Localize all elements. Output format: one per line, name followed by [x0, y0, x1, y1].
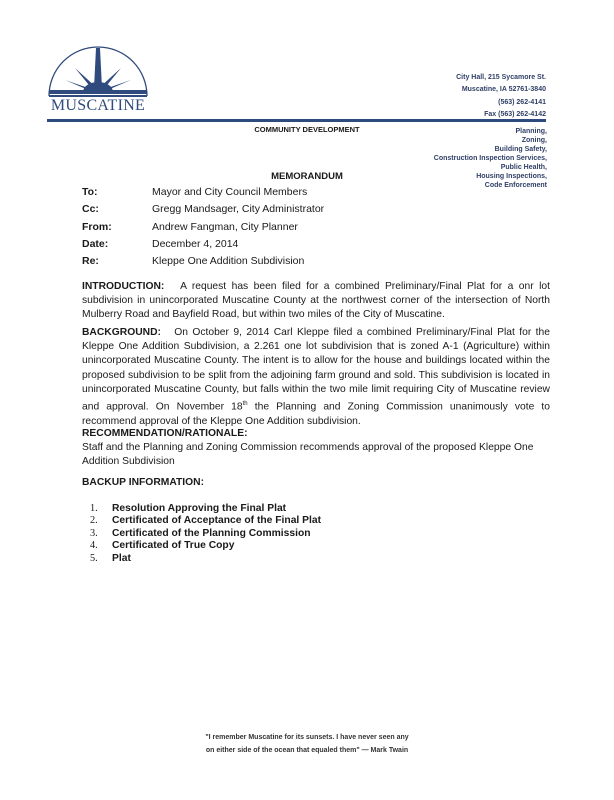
backup-list — [90, 503, 321, 565]
backup-heading — [82, 476, 550, 490]
field-value: December 4, 2014 — [152, 237, 239, 250]
field-value: Gregg Mandsager, City Administrator — [152, 203, 325, 216]
service-item: Code Enforcement — [484, 182, 547, 189]
service-item: Zoning, — [521, 137, 547, 144]
header-rule — [47, 119, 546, 122]
item-text: Certificated of True Copy — [112, 540, 235, 552]
background-paragraph — [82, 326, 550, 429]
background-text-tail: the Planning and Zoning Commission unanimously vote to recommend approval of the Kleppe One Addition subdivision. — [82, 401, 550, 427]
memo-date — [82, 238, 324, 255]
list-item — [90, 540, 321, 552]
list-item — [90, 528, 321, 540]
introduction-paragraph — [82, 280, 550, 323]
item-text: Resolution Approving the Final Plat — [112, 503, 287, 514]
recommendation-section — [82, 427, 550, 470]
superscript: th — [242, 401, 248, 408]
phone: (563) 262-4141 — [498, 98, 546, 106]
memo-cc — [82, 203, 324, 220]
item-text: Certificated of Acceptance of the Final Plat — [112, 515, 322, 527]
field-value: Andrew Fangman, City Planner — [152, 220, 298, 233]
service-item: Public Health, — [500, 164, 547, 171]
memo-re — [82, 255, 324, 272]
item-number: 3. — [90, 527, 98, 539]
memo-title: MEMORANDUM — [271, 171, 343, 182]
item-number: 1. — [90, 503, 98, 514]
quote-line: on either side of the ocean that equaled them" — Mark Twain — [205, 747, 409, 754]
recommendation-text: Staff and the Planning and Zoning Commission recommends approval of the proposed Kleppe One Addition Subdivision — [82, 442, 534, 468]
address-line: Muscatine, IA 52761-3840 — [461, 86, 546, 94]
backup-heading-text: BACKUP INFORMATION: — [82, 477, 205, 488]
background-text: On October 9, 2014 Carl Kleppe filed a combined Preliminary/Final Plat for the Kleppe One Addition Subdivision, a 2.261 one lot subdivision that is zoned A-1 (Agriculture) within unincorporated Muscatine County. The intent is to allow for the house and buildings located within the proposed subdivision to be split from the adjoining farm ground and sold. This subdivision is located in unincorporated Muscatine County, but falls within the two mile limit requiring City of Muscatine review and approval. On November 18 — [82, 327, 550, 413]
service-item: Housing Inspections, — [476, 173, 547, 180]
field-label: From: — [82, 220, 112, 233]
item-text: Certificated of the Planning Commission — [112, 527, 311, 539]
field-label: Re: — [82, 255, 99, 268]
recommendation-heading: RECOMMENDATION/RATIONALE: — [82, 428, 248, 439]
service-item: Planning, — [515, 128, 547, 135]
item-number: 2. — [90, 515, 98, 527]
quote-line: "I remember Muscatine for its sunsets. I have never seen any — [205, 734, 409, 741]
address-line: City Hall, 215 Sycamore St. — [456, 74, 546, 81]
memo-to — [82, 186, 324, 203]
field-label: To: — [82, 186, 98, 198]
department-name: COMMUNITY DEVELOPMENT — [254, 125, 360, 134]
memo-header — [82, 186, 324, 272]
list-item — [90, 503, 321, 515]
field-label: Cc: — [82, 203, 99, 216]
service-item: Building Safety, — [494, 146, 547, 153]
address-block — [456, 72, 546, 121]
memo-from — [82, 221, 324, 238]
background-heading: BACKGROUND: — [82, 327, 161, 338]
field-value: Kleppe One Addition Subdivision — [152, 255, 305, 268]
field-value: Mayor and City Council Members — [152, 186, 308, 198]
field-label: Date: — [82, 237, 109, 250]
item-text: Plat — [112, 552, 131, 564]
item-number: 5. — [90, 552, 98, 564]
service-item: Construction Inspection Services, — [433, 155, 547, 162]
fax: Fax (563) 262-4142 — [484, 110, 546, 118]
introduction-text: A request has been filed for a combined Preliminary/Final Plat for a onr lot subdivision in unincorporated Muscatine County at the northwest corner of the intersection of North Mulberry Road and Bayfield Road, but within two miles of the City of Muscatine. — [82, 281, 550, 321]
footer-quote — [0, 731, 614, 757]
logo-wordmark: MUSCATINE — [50, 97, 146, 114]
item-number: 4. — [90, 540, 98, 552]
list-item — [90, 553, 321, 565]
introduction-heading: INTRODUCTION: — [82, 281, 165, 292]
list-item — [90, 515, 321, 527]
